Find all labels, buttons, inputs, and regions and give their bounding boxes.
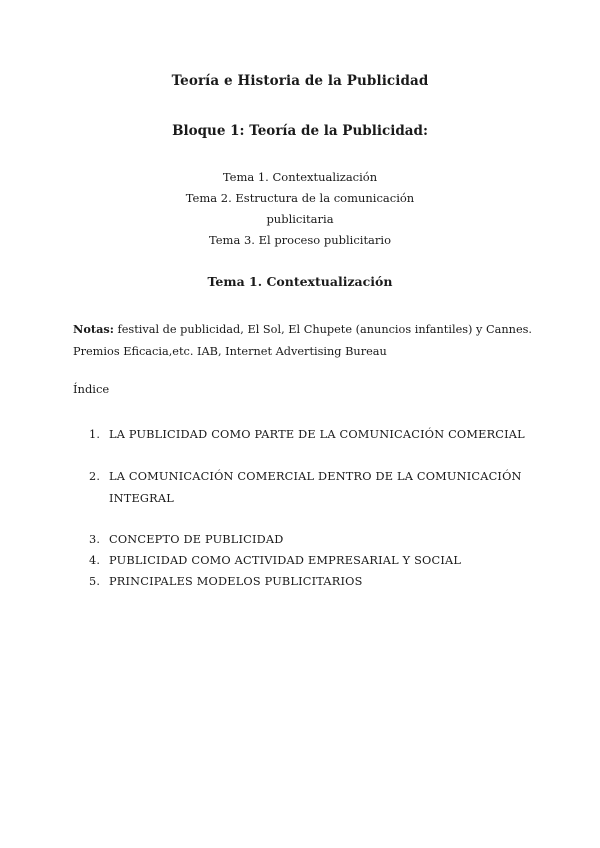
index-item-text-line-2: INTEGRAL: [109, 491, 174, 505]
notes-text-1: festival de publicidad, El Sol, El Chupete (anuncios infantiles) y Cannes.: [113, 323, 533, 336]
index-item-3: [73, 529, 533, 551]
index-item-text: PUBLICIDAD COMO ACTIVIDAD EMPRESARIAL Y SOCIAL: [109, 554, 462, 567]
document-title: Teoría e Historia de la Publicidad: [171, 73, 429, 89]
topic-3: Tema 3. El proceso publicitario: [208, 233, 392, 247]
index-item-number: 1.: [89, 428, 101, 441]
index-label: Índice: [73, 382, 110, 396]
index-item-number: 5.: [89, 575, 101, 588]
topic-1: Tema 1. Contextualización: [222, 170, 378, 184]
index-item-text: LA PUBLICIDAD COMO PARTE DE LA COMUNICACIÓN COMERCIAL: [109, 428, 525, 441]
index-item-2: [73, 466, 533, 509]
topics-list: [0, 167, 600, 251]
index-item-number: 2.: [89, 470, 101, 483]
notes-paragraph: [73, 318, 533, 363]
index-item-5: [73, 571, 533, 593]
notes-line-1: [73, 318, 533, 341]
index-item-1: [73, 424, 533, 446]
notes-label: Notas:: [73, 322, 114, 336]
index-item-text: CONCEPTO DE PUBLICIDAD: [109, 533, 284, 546]
section-heading: Tema 1. Contextualización: [207, 274, 393, 289]
topic-2: Tema 2. Estructura de la comunicación: [185, 191, 415, 205]
notes-text-2: Premios Eficacia,etc. IAB, Internet Advertising Bureau: [73, 345, 387, 358]
index-item-text: PRINCIPALES MODELOS PUBLICITARIOS: [109, 575, 363, 588]
index-item-number: 4.: [89, 554, 101, 567]
index-item-number: 3.: [89, 533, 101, 546]
index-item-4: [73, 550, 533, 572]
topic-2-continued: publicitaria: [266, 212, 334, 226]
block-heading: Bloque 1: Teoría de la Publicidad:: [172, 123, 428, 139]
index-item-text-line-1: LA COMUNICACIÓN COMERCIAL DENTRO DE LA COMUNICACIÓN: [109, 470, 522, 483]
